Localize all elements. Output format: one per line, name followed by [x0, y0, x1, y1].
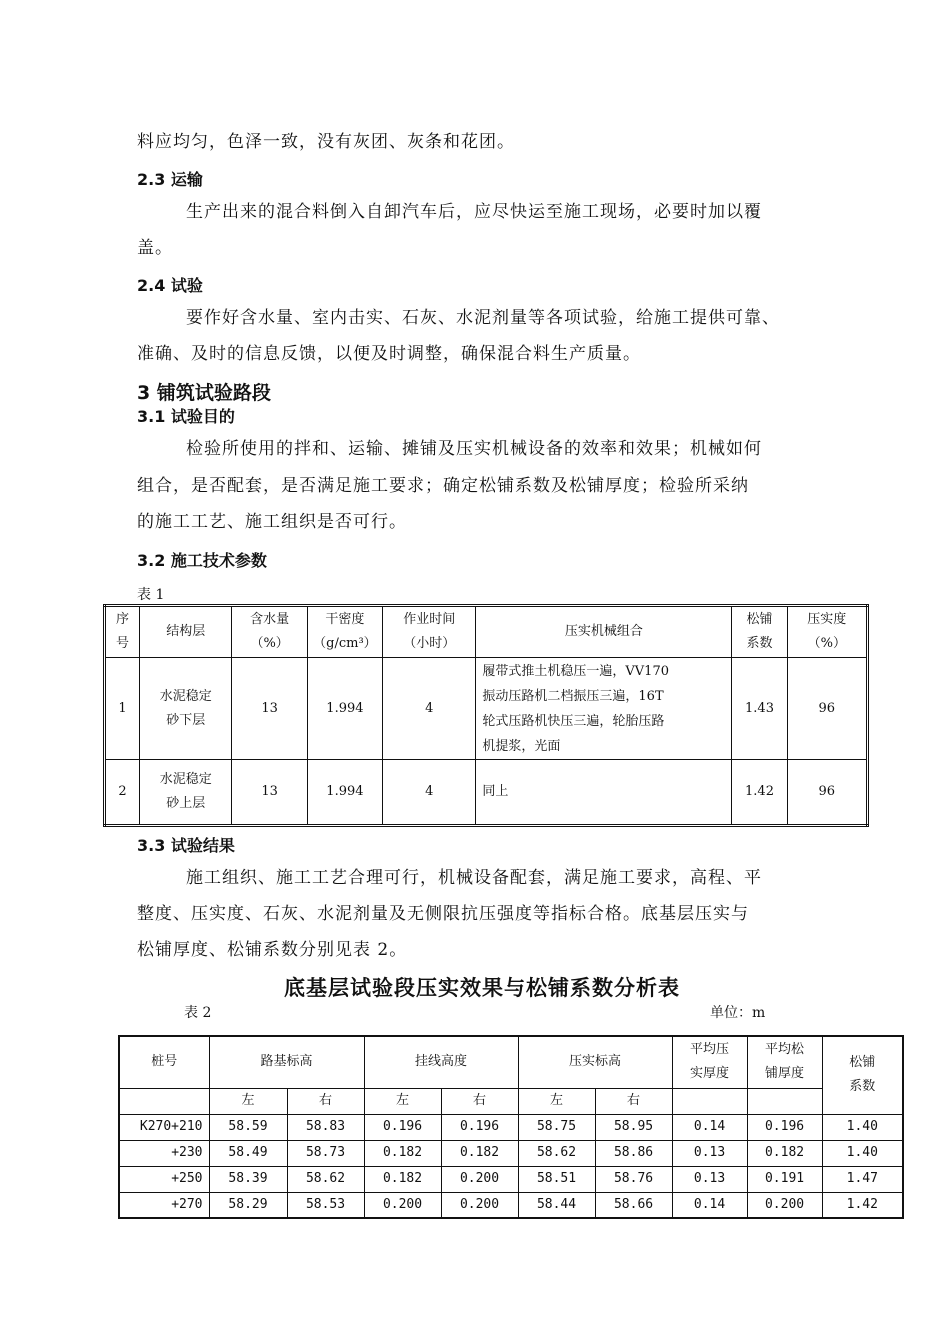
- table2-subheader-right: 右: [287, 1088, 364, 1114]
- table2-cell: 58.62: [518, 1140, 595, 1166]
- table1-cell-machines: 履带式推土机稳压一遍，VV170 振动压路机二档振压三遍，16T 轮式压路机快压三遍，轮胎压路 机提浆，光面: [476, 658, 732, 760]
- table2-cell: 1.40: [822, 1114, 903, 1140]
- table2-subheader-left: 左: [518, 1088, 595, 1114]
- table2-subheader-empty: [119, 1088, 209, 1114]
- table2-cell: 0.14: [672, 1192, 747, 1218]
- table2-cell: 0.182: [364, 1166, 441, 1192]
- table1-cell-seq: 2: [105, 760, 140, 826]
- heading-3-1: 3.1 试验目的: [137, 407, 235, 426]
- table1-header-seq: 序 号: [105, 606, 140, 658]
- paragraph-3-1-line1: 检验所使用的拌和、运输、摊铺及压实机械设备的效率和效果；机械如何: [186, 439, 762, 459]
- table2-cell: 0.13: [672, 1166, 747, 1192]
- paragraph-2-4-line2: 准确、及时的信息反馈，以便及时调整，确保混合料生产质量。: [137, 344, 641, 364]
- table2: [118, 1035, 904, 1219]
- table1-header-row: [105, 606, 868, 658]
- table2-header-avg-loose: 平均松 铺厚度: [747, 1036, 822, 1088]
- heading-2-4: 2.4 试验: [137, 276, 203, 295]
- table2-subheader-empty: [672, 1088, 747, 1114]
- table2-cell-station: +230: [119, 1140, 209, 1166]
- table1: [103, 604, 869, 827]
- table2-cell: 58.44: [518, 1192, 595, 1218]
- table2-cell: 1.42: [822, 1192, 903, 1218]
- table2-header-station: 桩号: [119, 1036, 209, 1088]
- table1-cell-compact: 96: [787, 658, 867, 760]
- table1-cell-water: 13: [232, 658, 307, 760]
- paragraph-2-4-line1: 要作好含水量、室内击实、石灰、水泥剂量等各项试验，给施工提供可靠、: [186, 308, 780, 328]
- table-row: [119, 1114, 903, 1140]
- table2-cell-station: +250: [119, 1166, 209, 1192]
- table2-cell: 0.196: [747, 1114, 822, 1140]
- table2-cell: 0.200: [441, 1192, 518, 1218]
- table-row: [105, 658, 868, 760]
- table1-header-density: 干密度 （g/cm³）: [307, 606, 382, 658]
- table2-cell: 58.75: [518, 1114, 595, 1140]
- paragraph-intro: 料应均匀，色泽一致，没有灰团、灰条和花团。: [137, 132, 515, 152]
- paragraph-3-1-line3: 的施工工艺、施工组织是否可行。: [137, 512, 407, 532]
- heading-3: 3 铺筑试验路段: [137, 382, 271, 404]
- table1-cell-density: 1.994: [307, 760, 382, 826]
- table1-header-water: 含水量 （%）: [232, 606, 307, 658]
- table2-subheader-right: 右: [441, 1088, 518, 1114]
- table2-cell: 0.182: [441, 1140, 518, 1166]
- table-row: [119, 1166, 903, 1192]
- heading-2-3: 2.3 运输: [137, 170, 203, 189]
- table2-cell: 0.182: [364, 1140, 441, 1166]
- table2-title: 底基层试验段压实效果与松铺系数分析表: [284, 976, 680, 1000]
- table2-cell: 58.83: [287, 1114, 364, 1140]
- table2-cell: 58.73: [287, 1140, 364, 1166]
- table2-caption: 表 2: [184, 1005, 212, 1021]
- table2-cell: 58.86: [595, 1140, 672, 1166]
- table1-cell-layer: 水泥稳定 砂下层: [140, 658, 232, 760]
- table-row: [119, 1192, 903, 1218]
- table2-cell: 0.182: [747, 1140, 822, 1166]
- table2-cell: 0.200: [747, 1192, 822, 1218]
- table2-subheader-left: 左: [209, 1088, 287, 1114]
- table2-cell: 58.39: [209, 1166, 287, 1192]
- table2-cell: 58.49: [209, 1140, 287, 1166]
- table-row: [105, 760, 868, 826]
- table-row: [119, 1140, 903, 1166]
- table2-subheader-left: 左: [364, 1088, 441, 1114]
- table2-cell: 58.66: [595, 1192, 672, 1218]
- table2-cell: 1.47: [822, 1166, 903, 1192]
- table1-cell-machines: 同上: [476, 760, 732, 826]
- table1-cell-time: 4: [383, 760, 476, 826]
- table2-cell: 0.200: [441, 1166, 518, 1192]
- table2-cell: 0.196: [364, 1114, 441, 1140]
- table2-cell: 0.14: [672, 1114, 747, 1140]
- table1-cell-density: 1.994: [307, 658, 382, 760]
- table1-cell-layer: 水泥稳定 砂上层: [140, 760, 232, 826]
- table1-caption: 表 1: [137, 587, 165, 603]
- table2-header-coef: 松铺 系数: [822, 1036, 903, 1114]
- table1-header-time: 作业时间 （小时）: [383, 606, 476, 658]
- table1-cell-seq: 1: [105, 658, 140, 760]
- table2-header-avg-compact: 平均压 实厚度: [672, 1036, 747, 1088]
- table1-header-machines: 压实机械组合: [476, 606, 732, 658]
- table2-subheader-row: [119, 1088, 903, 1114]
- heading-3-2: 3.2 施工技术参数: [137, 551, 267, 570]
- paragraph-3-3-line1: 施工组织、施工工艺合理可行，机械设备配套，满足施工要求，高程、平: [186, 868, 762, 888]
- table2-cell: 0.191: [747, 1166, 822, 1192]
- table2-cell: 0.13: [672, 1140, 747, 1166]
- paragraph-2-3-line2: 盖。: [137, 238, 173, 258]
- table2-cell: 0.200: [364, 1192, 441, 1218]
- table1-cell-loose: 1.43: [732, 658, 787, 760]
- paragraph-3-1-line2: 组合，是否配套，是否满足施工要求；确定松铺系数及松铺厚度；检验所采纳: [137, 476, 749, 496]
- heading-3-3: 3.3 试验结果: [137, 836, 235, 855]
- paragraph-3-3-line3: 松铺厚度、松铺系数分别见表 2。: [137, 940, 408, 960]
- table2-cell: 1.40: [822, 1140, 903, 1166]
- table2-cell: 58.59: [209, 1114, 287, 1140]
- table2-unit: 单位：m: [710, 1005, 766, 1021]
- table2-cell: 58.29: [209, 1192, 287, 1218]
- table2-cell: 58.53: [287, 1192, 364, 1218]
- table2-cell-station: +270: [119, 1192, 209, 1218]
- table1-cell-loose: 1.42: [732, 760, 787, 826]
- table1-header-compact: 压实度 （%）: [787, 606, 867, 658]
- table1-cell-compact: 96: [787, 760, 867, 826]
- table1-cell-time: 4: [383, 658, 476, 760]
- paragraph-2-3-line1: 生产出来的混合料倒入自卸汽车后，应尽快运至施工现场，必要时加以覆: [186, 202, 762, 222]
- table2-cell: 0.196: [441, 1114, 518, 1140]
- table2-cell: 58.76: [595, 1166, 672, 1192]
- table1-header-loose: 松铺 系数: [732, 606, 787, 658]
- table2-header-compacted: 压实标高: [518, 1036, 672, 1088]
- table2-header-line-height: 挂线高度: [364, 1036, 518, 1088]
- table2-cell: 58.51: [518, 1166, 595, 1192]
- table2-cell: 58.95: [595, 1114, 672, 1140]
- table2-subheader-empty: [747, 1088, 822, 1114]
- table2-header-subgrade: 路基标高: [209, 1036, 364, 1088]
- table2-subheader-right: 右: [595, 1088, 672, 1114]
- table1-cell-water: 13: [232, 760, 307, 826]
- table2-cell: 58.62: [287, 1166, 364, 1192]
- table2-cell-station: K270+210: [119, 1114, 209, 1140]
- table1-header-layer: 结构层: [140, 606, 232, 658]
- table2-header-row: [119, 1036, 903, 1088]
- paragraph-3-3-line2: 整度、压实度、石灰、水泥剂量及无侧限抗压强度等指标合格。底基层压实与: [137, 904, 749, 924]
